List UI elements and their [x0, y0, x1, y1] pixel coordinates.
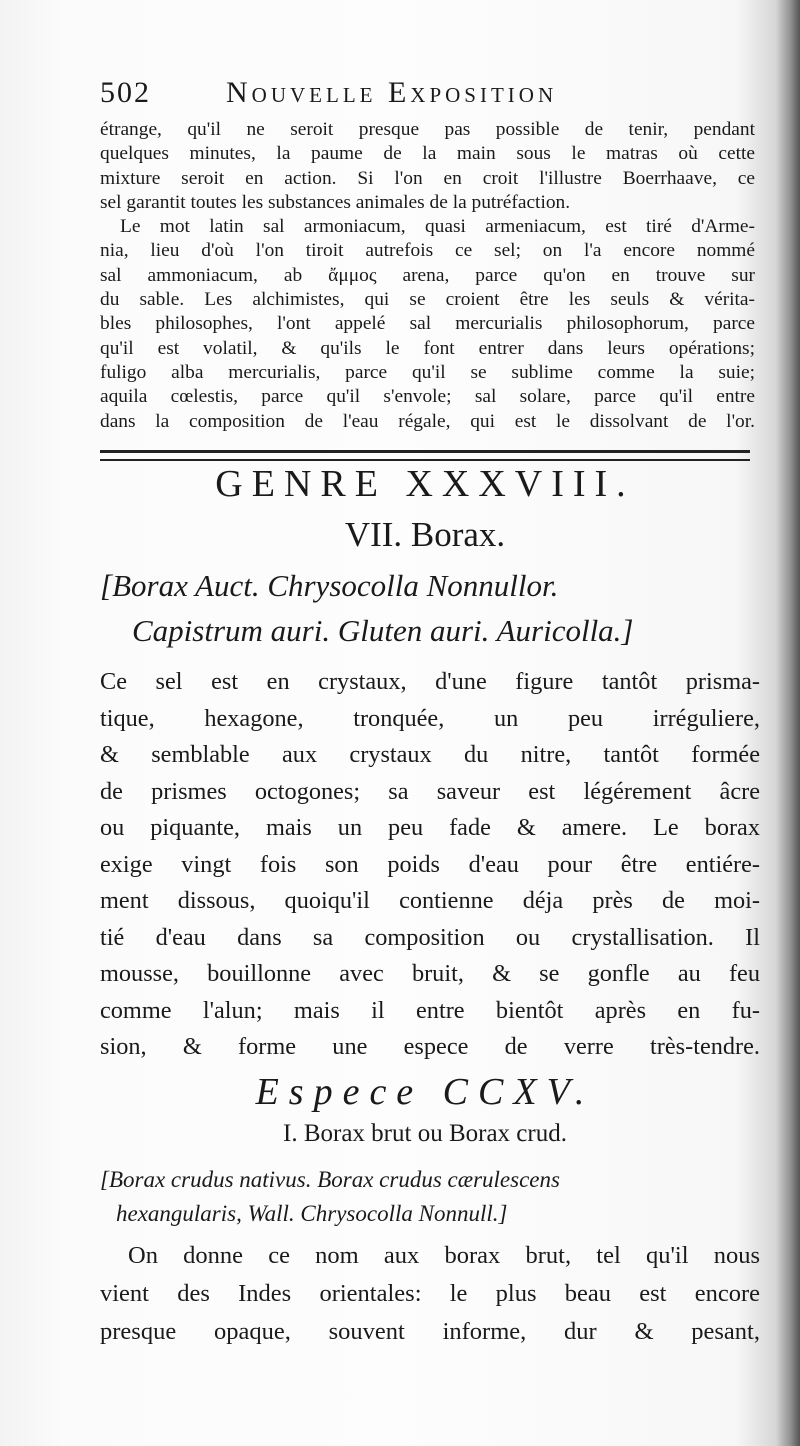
espece-subheading: I. Borax brut ou Borax crud. [283, 1120, 567, 1147]
text-line: tique, hexagone, tronquée, un peu irréguliere, [100, 704, 760, 732]
main-text-2 [100, 1237, 760, 1351]
text-line: Le mot latin sal armoniacum, quasi armeniacum, est tiré d'Arme- [120, 216, 755, 238]
text-line: mousse, bouillonne avec bruit, & se gonfle au feu [100, 960, 760, 987]
text-line: dans la composition de l'eau régale, qui est le dissolvant de l'or. [100, 410, 755, 432]
text-line: qu'il est volatil, & qu'ils le font entrer dans leurs opérations; [100, 337, 755, 359]
page-number: 502 [100, 76, 151, 109]
text-line: tié d'eau dans sa composition ou crystallisation. Il [100, 923, 760, 951]
synonyms-line: [Borax Auct. Chrysocolla Nonnullor. [100, 568, 559, 603]
text-line: quelques minutes, la paume de la main sous le matras où cette [100, 143, 755, 165]
genre-heading: GENRE XXXVIII. [215, 463, 635, 505]
text-line: du sable. Les alchimistes, qui se croient être les seuls & vérita- [100, 289, 755, 311]
synonyms-line: [Borax crudus nativus. Borax crudus cærulescens [100, 1167, 560, 1192]
text-line: ment dissous, quoiqu'il contienne déja près de moi- [100, 887, 760, 914]
text-line: mixture seroit en action. Si l'on en croit l'illustre Boerrhaave, ce [100, 167, 755, 189]
text-line: aquila cœlestis, parce qu'il s'envole; sal solare, parce qu'il entre [100, 386, 755, 408]
page-edge-shadow [776, 0, 800, 1446]
text-line: nia, lieu d'où l'on tiroit autrefois ce sel; on l'a encore nommé [100, 240, 755, 262]
text-line: étrange, qu'il ne seroit presque pas possible de tenir, pendant [100, 119, 755, 140]
text-line: On donne ce nom aux borax brut, tel qu'il nous [128, 1242, 760, 1269]
footnote-block [100, 118, 755, 434]
text-line: ou piquante, mais un peu fade & amere. Le borax [100, 814, 760, 841]
text-line: vient des Indes orientales: le plus beau est encore [100, 1280, 760, 1307]
section-rule [100, 450, 750, 461]
text-line: Ce sel est en crystaux, d'une figure tantôt prisma- [100, 668, 760, 695]
text-line: fuligo alba mercurialis, parce qu'il se sublime comme la suie; [100, 361, 755, 383]
text-line: sion, & forme une espece de verre très-tendre. [100, 1033, 760, 1060]
synonyms-block [100, 563, 755, 653]
text-line: sel garantit toutes les substances animales de la putréfaction. [100, 191, 571, 213]
espece-heading: Espece CCXV. [255, 1071, 595, 1113]
main-text [100, 664, 760, 1066]
text-line: & semblable aux crystaux du nitre, tantôt formée [100, 741, 760, 768]
synonyms-block-2 [100, 1163, 762, 1231]
running-title: Nouvelle Exposition [226, 76, 558, 109]
text-line: bles philosophes, l'ont appelé sal mercurialis philosophorum, parce [100, 313, 755, 335]
text-line: de prismes octogones; sa saveur est légérement âcre [100, 777, 760, 805]
text-line: exige vingt fois son poids d'eau pour être entiére- [100, 850, 760, 878]
synonyms-line: hexangularis, Wall. Chrysocolla Nonnull.] [116, 1201, 508, 1226]
text-line: presque opaque, souvent informe, dur & pesant, [100, 1318, 760, 1345]
synonyms-line: Capistrum auri. Gluten auri. Auricolla.] [132, 613, 634, 648]
text-line: comme l'alun; mais il entre bientôt après en fu- [100, 996, 760, 1024]
genre-subheading: VII. Borax. [344, 515, 506, 554]
text-line: sal ammoniacum, ab ἄμμος arena, parce qu'on en trouve sur [100, 264, 755, 286]
